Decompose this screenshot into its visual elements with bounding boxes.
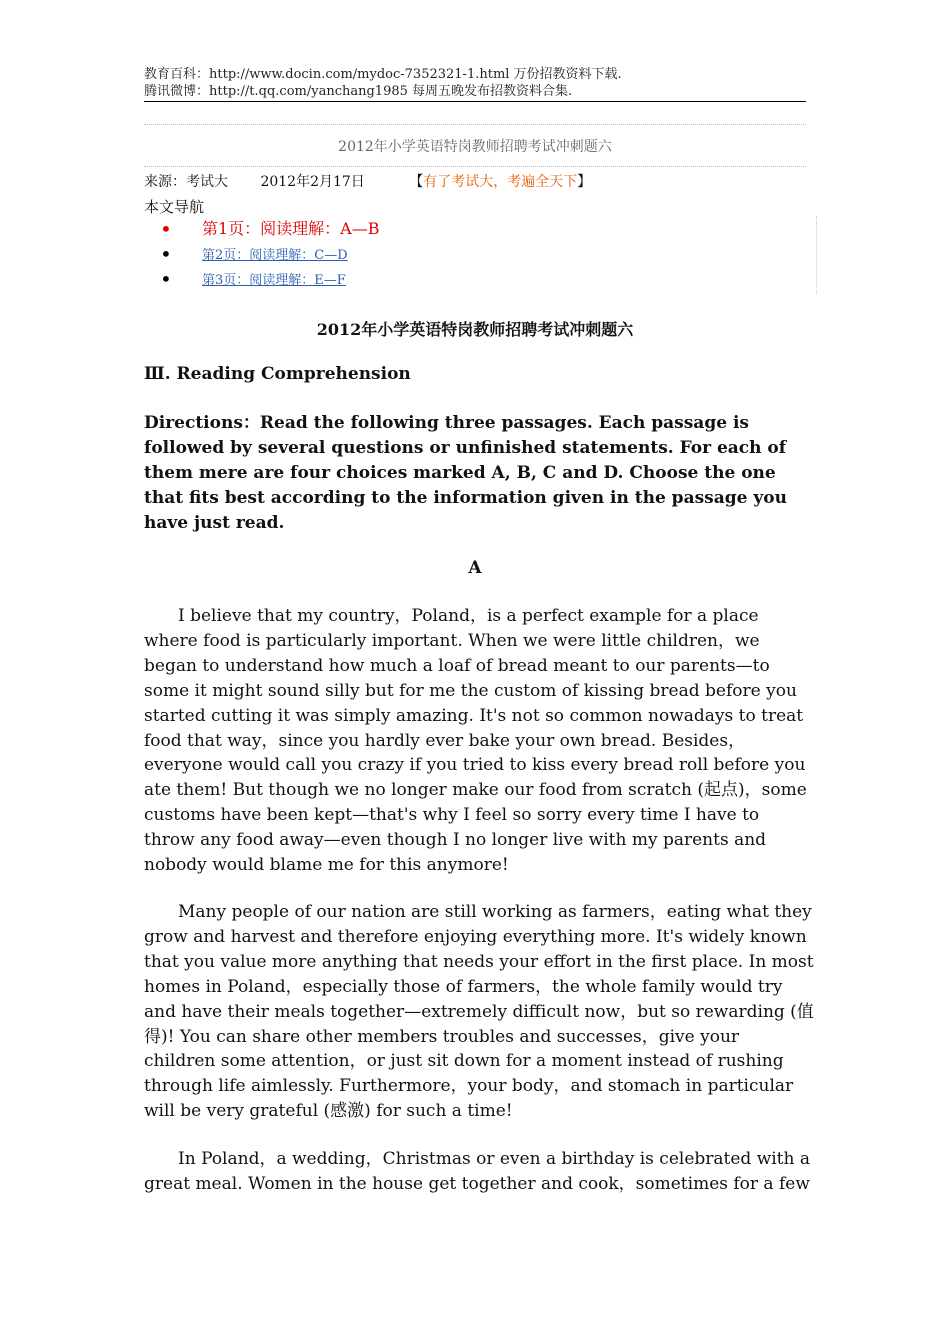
header-line-docin: 教育百科：http://www.docin.com/mydoc-7352321-1.html 万份招教资料下载.	[144, 67, 622, 82]
divider-dotted-top	[144, 124, 806, 125]
nav-link-page-1[interactable]: 第1页：阅读理解：A—B	[202, 219, 380, 238]
passage-label: A	[468, 558, 482, 578]
slogan-bracket-close: 】	[577, 174, 592, 190]
passage-paragraph-3: In Poland，a wedding，Christmas or even a birthday is celebrated with a great meal. Women in the house get together and cook，sometimes for a few	[144, 1149, 811, 1194]
section-heading: Ⅲ. Reading Comprehension	[144, 364, 411, 384]
passage-paragraph-2: Many people of our nation are still working as farmers，eating what they grow and harvest and therefore enjoying everything more. It's widely known that you value more anything that needs your effort in the first place. In most homes in Poland，especially those of farmers，the whole family would try and have their meals together—extremely difficult now，but so rewarding (值得)! You can share other members troubles and successes，give your children some attention，or just sit down for a moment instead of rushing through life aimlessly. Furthermore，your body，and stomach in particular will be very grateful (感激) for such a time!	[144, 902, 814, 1122]
passage-paragraph-1: I believe that my country，Poland，is a perfect example for a place where food is particularly important. When we were little children，we began to understand how much a loaf of bread meant to our parents—to some it might sound silly but for me the custom of kissing bread before you started cutting it was simply amazing. It's not so common nowadays to treat food that way，since you hardly ever bake your own bread. Besides，everyone would call you crazy if you tried to kiss every bread roll before you ate them! But though we no longer make our food from scratch (起点)，some customs have been kept—that's why I feel so sorry every time I have to throw any food away—even though I no longer live with my parents and nobody would blame me for this anymore!	[144, 606, 807, 876]
header-rule	[144, 101, 806, 102]
nav-side-divider	[816, 216, 817, 294]
article-meta	[144, 171, 591, 191]
nav-item-page-1	[160, 219, 380, 244]
nav-link-page-3[interactable]: 第3页：阅读理解：E—F	[202, 273, 346, 288]
article-date: 2012年2月17日	[260, 174, 365, 190]
nav-item-page-3	[160, 269, 380, 294]
page-nav-list	[160, 219, 380, 294]
nav-item-page-2	[160, 244, 380, 269]
slogan-bracket-open: 【	[409, 174, 424, 190]
page-header	[144, 66, 806, 100]
article-source: 来源：考试大	[144, 174, 228, 190]
directions-text: Directions：Read the following three passages. Each passage is followed by several questions or unfinished statements. For each of them mere are four choices marked A, B, C and D. Choose the one that fits best according to the information given in the passage you have just read.	[144, 413, 787, 533]
article-title: 2012年小学英语特岗教师招聘考试冲刺题六	[338, 139, 612, 155]
slogan-text: 有了考试大，考遍全天下	[423, 174, 578, 190]
nav-link-page-2[interactable]: 第2页：阅读理解：C—D	[202, 248, 348, 263]
document-title: 2012年小学英语特岗教师招聘考试冲刺题六	[316, 320, 634, 339]
divider-dotted-bottom	[144, 166, 806, 167]
article-slogan[interactable]	[409, 171, 591, 191]
nav-label: 本文导航	[144, 198, 205, 216]
header-line-weibo: 腾讯微博：http://t.qq.com/yanchang1985 每周五晚发布招教资料合集.	[144, 84, 573, 99]
